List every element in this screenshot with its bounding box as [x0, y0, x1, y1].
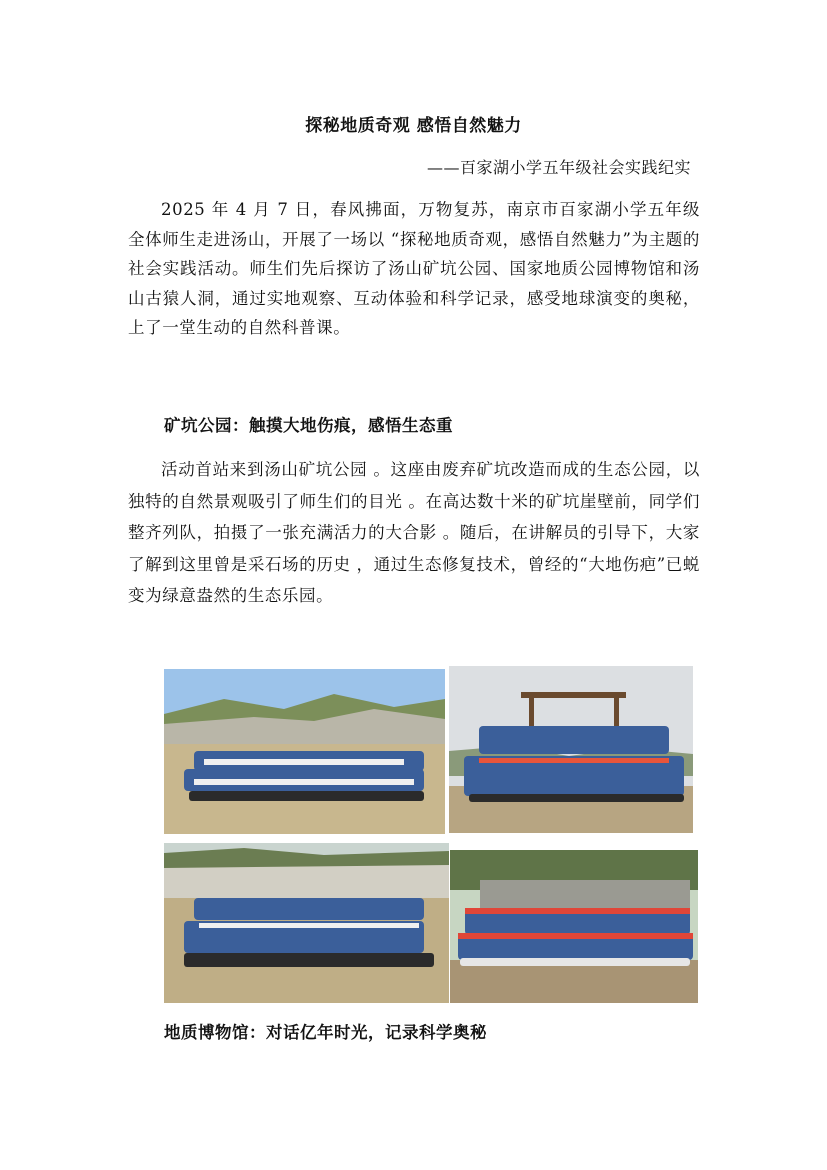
group-photo-cliff-2 — [164, 843, 449, 1003]
group-photo-cliff-1 — [164, 669, 445, 834]
section2-heading: 地质博物馆：对话亿年时光，记录科学奥秘 — [164, 1023, 487, 1042]
section1-heading: 矿坑公园：触摸大地伤痕，感悟生态重 — [164, 416, 453, 435]
group-photo-sign — [449, 666, 693, 833]
group-photo-wall — [450, 850, 698, 1003]
intro-paragraph — [128, 195, 700, 343]
section1-paragraph — [128, 454, 700, 612]
section1-text: 活动首站来到汤山矿坑公园 。这座由废弃矿坑改造而成的生态公园，以独特的自然景观吸引了师生们的目光 。在高达数十米的矿坑崖壁前，同学们整齐列队，拍摄了一张充满活力的大合影 。随后，在讲解员的引导下，大家了解到这里曾是采石场的历史 ，通过生态修复技术，曾经的“大地伤疤”已蜕变为绿意盎然的生态乐园。 — [128, 460, 700, 605]
intro-text: 2025 年 4 月 7 日，春风拂面，万物复苏，南京市百家湖小学五年级全体师生走进汤山，开展了一场以 “探秘地质奇观，感悟自然魅力”为主题的社会实践活动。师生们先后探访了汤山矿坑公园、国家地质公园博物馆和汤山古猿人洞，通过实地观察、互动体验和科学记录，感受地球演变的奥秘，上了一堂生动的自然科普课。 — [128, 200, 700, 337]
document-title: 探秘地质奇观 感悟自然魅力 — [305, 116, 522, 136]
document-subtitle: ——百家湖小学五年级社会实践纪实 — [426, 158, 691, 177]
